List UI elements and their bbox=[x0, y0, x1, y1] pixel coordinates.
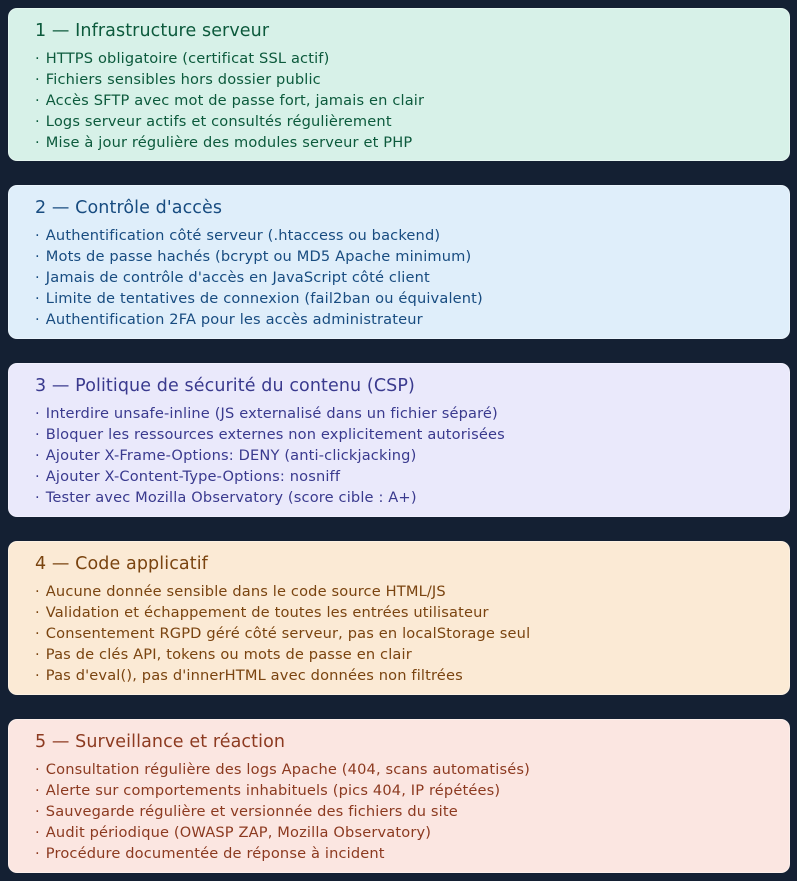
section-csp-card bbox=[8, 363, 790, 517]
checklist-item: · Authentification côté serveur (.htaccess ou backend) bbox=[35, 225, 773, 246]
checklist-item: · Pas de clés API, tokens ou mots de passe en clair bbox=[35, 644, 773, 665]
checklist-item: · Consultation régulière des logs Apache (404, scans automatisés) bbox=[35, 759, 773, 780]
checklist-item: · Limite de tentatives de connexion (fail2ban ou équivalent) bbox=[35, 288, 773, 309]
section-title: 1 — Infrastructure serveur bbox=[35, 21, 270, 41]
checklist-item: · Ajouter X-Frame-Options: DENY (anti-clickjacking) bbox=[35, 445, 773, 466]
section-application-code-card bbox=[8, 541, 790, 695]
checklist bbox=[35, 581, 773, 686]
checklist-item: · Audit périodique (OWASP ZAP, Mozilla Observatory) bbox=[35, 822, 773, 843]
section-monitoring-card bbox=[8, 719, 790, 873]
section-title: 5 — Surveillance et réaction bbox=[35, 732, 286, 752]
checklist bbox=[35, 48, 773, 153]
checklist-item: · Accès SFTP avec mot de passe fort, jamais en clair bbox=[35, 90, 773, 111]
section-infrastructure-card bbox=[8, 8, 790, 161]
section-title: 4 — Code applicatif bbox=[35, 554, 208, 574]
checklist-item: · Tester avec Mozilla Observatory (score cible : A+) bbox=[35, 487, 773, 508]
checklist-item: · Validation et échappement de toutes les entrées utilisateur bbox=[35, 602, 773, 623]
checklist-item: · Aucune donnée sensible dans le code source HTML/JS bbox=[35, 581, 773, 602]
section-access-control-card bbox=[8, 185, 790, 339]
checklist bbox=[35, 403, 773, 508]
checklist-item: · HTTPS obligatoire (certificat SSL actif) bbox=[35, 48, 773, 69]
checklist-item: · Alerte sur comportements inhabituels (pics 404, IP répétées) bbox=[35, 780, 773, 801]
checklist-item: · Mise à jour régulière des modules serveur et PHP bbox=[35, 132, 773, 153]
section-title: 3 — Politique de sécurité du contenu (CSP) bbox=[35, 376, 415, 396]
checklist-item: · Interdire unsafe-inline (JS externalisé dans un fichier séparé) bbox=[35, 403, 773, 424]
checklist-item: · Fichiers sensibles hors dossier public bbox=[35, 69, 773, 90]
checklist-item: · Ajouter X-Content-Type-Options: nosniff bbox=[35, 466, 773, 487]
checklist-item: · Authentification 2FA pour les accès administrateur bbox=[35, 309, 773, 330]
checklist-item: · Jamais de contrôle d'accès en JavaScript côté client bbox=[35, 267, 773, 288]
checklist-item: · Procédure documentée de réponse à incident bbox=[35, 843, 773, 864]
checklist-item: · Bloquer les ressources externes non explicitement autorisées bbox=[35, 424, 773, 445]
checklist-item: · Pas d'eval(), pas d'innerHTML avec données non filtrées bbox=[35, 665, 773, 686]
checklist-item: · Consentement RGPD géré côté serveur, pas en localStorage seul bbox=[35, 623, 773, 644]
checklist-item: · Mots de passe hachés (bcrypt ou MD5 Apache minimum) bbox=[35, 246, 773, 267]
checklist-item: · Sauvegarde régulière et versionnée des fichiers du site bbox=[35, 801, 773, 822]
checklist bbox=[35, 225, 773, 330]
section-title: 2 — Contrôle d'accès bbox=[35, 198, 223, 218]
checklist-item: · Logs serveur actifs et consultés régulièrement bbox=[35, 111, 773, 132]
checklist bbox=[35, 759, 773, 864]
